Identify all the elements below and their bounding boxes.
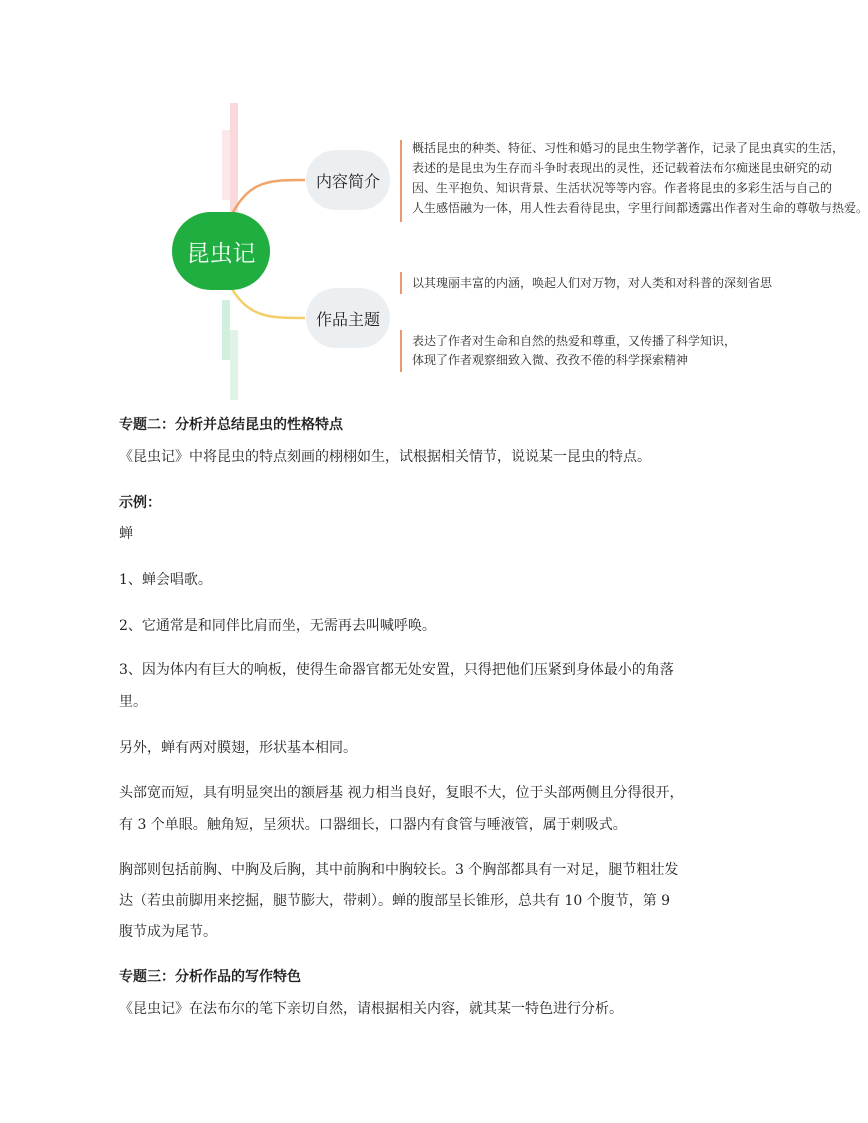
pink-band-2	[222, 130, 230, 200]
head-paragraph-line-1: 头部宽而短，具有明显突出的额唇基 视力相当良好，复眼不大，位于头部两侧且分得很开，	[119, 785, 684, 801]
example-label: 示例：	[119, 495, 161, 511]
insect-name: 蝉	[119, 526, 133, 542]
root-node: 昆虫记	[172, 212, 270, 290]
bottom-branch-line	[232, 289, 305, 318]
branch-content-summary: 内容简介	[306, 150, 390, 210]
point-3-line-1: 3、因为体内有巨大的响板，使得生命器官都无处安置，只得把他们压紧到身体最小的角落	[119, 662, 674, 678]
theme-line-2: 表达了作者对生命和自然的热爱和尊重，又传播了科学知识，	[412, 334, 737, 348]
branch-work-theme: 作品主题	[306, 288, 390, 348]
green-band-2	[230, 330, 238, 400]
summary-line-1: 概括昆虫的种类、特征、习性和婚习的昆虫生物学著作，记录了昆虫真实的生活，	[412, 141, 845, 155]
topic3-title: 专题三：分析作品的写作特色	[119, 969, 301, 985]
topic3-prompt: 《昆虫记》在法布尔的笔下亲切自然，请根据相关内容，就其某一特色进行分析。	[119, 1001, 623, 1017]
theme-line-1: 以其瑰丽丰富的内涵，唤起人们对万物，对人类和对科普的深刻省思	[412, 276, 773, 290]
wings-paragraph: 另外，蝉有两对膜翅，形状基本相同。	[119, 740, 357, 756]
topic2-title: 专题二：分析并总结昆虫的性格特点	[119, 417, 343, 433]
point-3-line-2: 里。	[119, 694, 147, 710]
chest-paragraph-line-2: 达（若虫前脚用来挖掘，腿节膨大，带刺）。蝉的腹部呈长锥形，总共有 10 个腹节，第 9	[119, 893, 671, 909]
chest-paragraph-line-3: 腹节成为尾节。	[119, 924, 217, 940]
chest-paragraph-line-1: 胸部则包括前胸、中胸及后胸，其中前胸和中胸较长。3 个胸部都具有一对足，腿节粗壮发	[119, 862, 679, 878]
summary-line-4: 人生感悟融为一体，用人性去看待昆虫，字里行间都透露出作者对生命的尊敬与热爱。	[412, 201, 868, 215]
head-paragraph-line-2: 有 3 个单眼。触角短，呈须状。口器细长，口器内有食管与唾液管，属于刺吸式。	[119, 817, 627, 833]
summary-line-2: 表述的是昆虫为生存而斗争时表现出的灵性，还记载着法布尔痴迷昆虫研究的动	[412, 161, 833, 175]
top-branch-line	[232, 180, 305, 214]
pink-band	[230, 103, 238, 213]
point-1: 1、蝉会唱歌。	[119, 572, 212, 588]
point-2: 2、它通常是和同伴比肩而坐，无需再去叫喊呼唤。	[119, 618, 436, 634]
green-band	[222, 300, 230, 360]
topic2-prompt: 《昆虫记》中将昆虫的特点刻画的栩栩如生，试根据相关情节，说说某一昆虫的特点。	[119, 449, 651, 465]
summary-line-3: 因、生平抱负、知识背景、生活状况等等内容。作者将昆虫的多彩生活与自己的	[412, 181, 833, 195]
theme-line-3: 体现了作者观察细致入微、孜孜不倦的科学探索精神	[412, 353, 689, 367]
mind-map	[0, 0, 868, 410]
